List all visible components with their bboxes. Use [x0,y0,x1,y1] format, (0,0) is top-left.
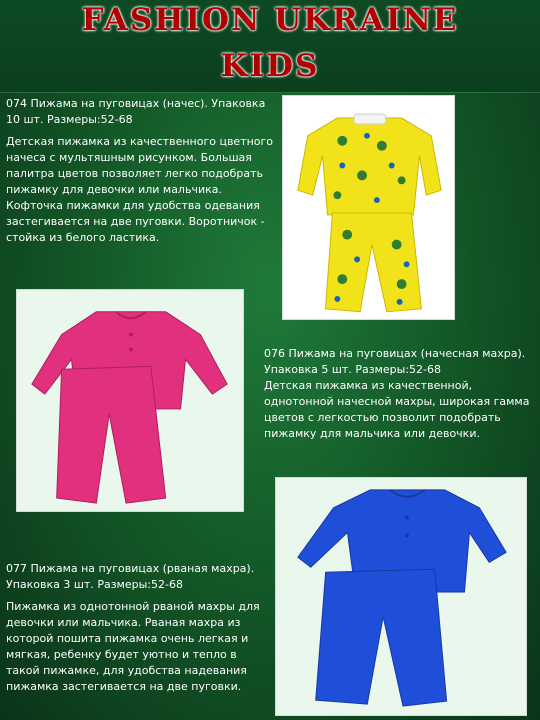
page-title-line2: KIDS [220,48,320,84]
product-074-description: Детская пижамка из качественного цветного начеса с мультяшным рисунком. Большая палитра цветов позволяет легко подобрать пижамку для девочки или мальчика. Кофточка пижамки для удобства одевания застегивается на две пуговки. Воротничок - стойка из белого ластика. [6,135,274,244]
product-076-description: Детская пижамка из качественной, однотонной начесной махры, широкая гамма цветов с легкостью позволит подобрать пижамку для мальчика или девочки. [264,379,530,440]
pink-pajama-image [17,290,243,511]
blue-pajama-photo [275,477,527,716]
product-077-description: Пижамка из однотонной рваной махры для девочки или мальчика. Рваная махра из которой пошита пижамка очень легкая и мягкая, ребенку будет уютно и тепло в такой пижамке, для удобства надевания пижамка застегивается на две пуговки. [6,600,260,693]
product-074-text [6,96,278,246]
product-076-text [264,346,532,442]
page-header [0,0,540,93]
pink-pajama-photo [16,289,244,512]
product-077-text [6,561,268,695]
blue-pajama-image [276,478,526,715]
yellow-pajama-image [283,96,454,319]
product-074-title: 074 Пижама на пуговицах (начес). Упаковка 10 шт. Размеры:52-68 [6,97,266,126]
product-077-title: 077 Пижама на пуговицах (рваная махра). Упаковка 3 шт. Размеры:52-68 [6,562,255,591]
page-title-line1: FASHION UKRAINE [81,2,459,38]
yellow-pajama-photo [282,95,455,320]
product-076-title: 076 Пижама на пуговицах (начесная махра). Упаковка 5 шт. Размеры:52-68 [264,347,526,376]
